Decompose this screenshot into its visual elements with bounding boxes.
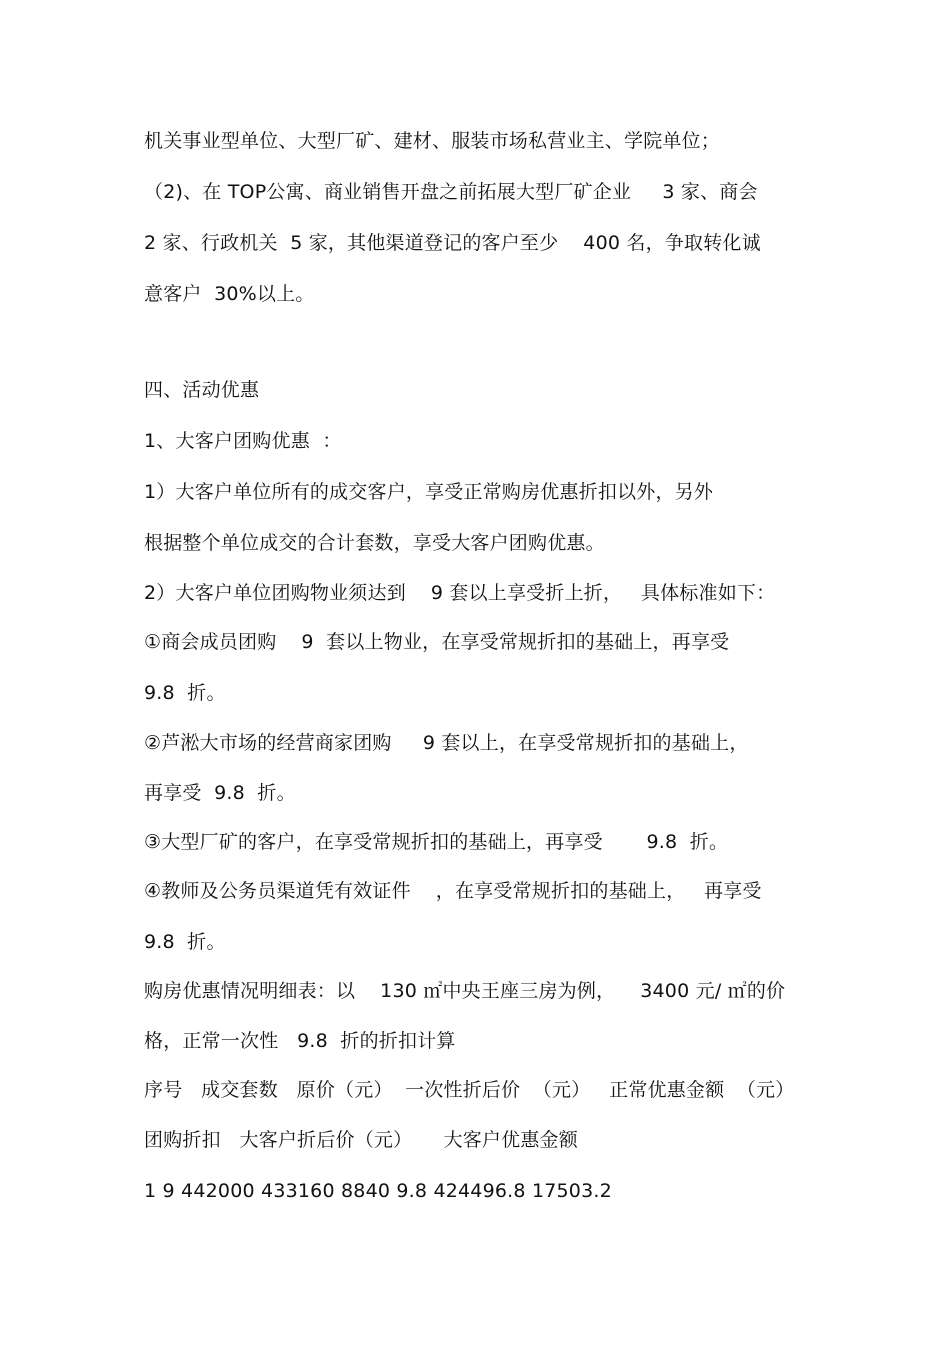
text-line-16: 9.8 折。 [144,931,226,953]
text-line-2: （2)、在 TOP公寓、商业销售开盘之前拓展大型厂矿企业 3 家、商会 [144,181,758,203]
table-header-line-1: 序号 成交套数 原价（元） 一次性折后价 （元） 正常优惠金额 （元） [144,1079,795,1101]
text-line-11: 9.8 折。 [144,682,226,704]
text-line-10: ①商会成员团购 9 套以上物业，在享受常规折扣的基础上，再享受 [144,631,730,653]
text-line-9: 2）大客户单位团购物业须达到 9 套以上享受折上折， 具体标准如下： [144,582,776,604]
text-line-8: 根据整个单位成交的合计套数，享受大客户团购优惠。 [144,532,605,554]
text-line-18: 格，正常一次性 9.8 折的折扣计算 [144,1030,456,1052]
text-line-7: 1）大客户单位所有的成交客户，享受正常购房优惠折扣以外，另外 [144,481,714,503]
text-line-4: 意客户 30%以上。 [144,283,315,305]
text-line-14: ③大型厂矿的客户，在享受常规折扣的基础上，再享受 9.8 折。 [144,831,729,853]
text-line-15: ④教师及公务员渠道凭有效证件 ，在享受常规折扣的基础上， 再享受 [144,880,762,902]
table-row: 1 9 442000 433160 8840 9.8 424496.8 17503.2 [144,1180,612,1202]
section-heading: 四、活动优惠 [144,379,260,401]
subsection-heading: 1、大客户团购优惠 ： [144,430,342,452]
text-line-3: 2 家、行政机关 5 家，其他渠道登记的客户至少 400 名，争取转化诚 [144,232,761,254]
text-line-12: ②芦淞大市场的经营商家团购 9 套以上，在享受常规折扣的基础上， [144,732,749,754]
text-line-1: 机关事业型单位、大型厂矿、建材、服装市场私营业主、学院单位； [144,130,721,152]
text-line-17: 购房优惠情况明细表：以 130 ㎡中央王座三房为例， 3400 元/ ㎡的价 [144,980,786,1002]
text-line-13: 再享受 9.8 折。 [144,782,296,804]
table-header-line-2: 团购折扣 大客户折后价（元） 大客户优惠金额 [144,1129,578,1151]
